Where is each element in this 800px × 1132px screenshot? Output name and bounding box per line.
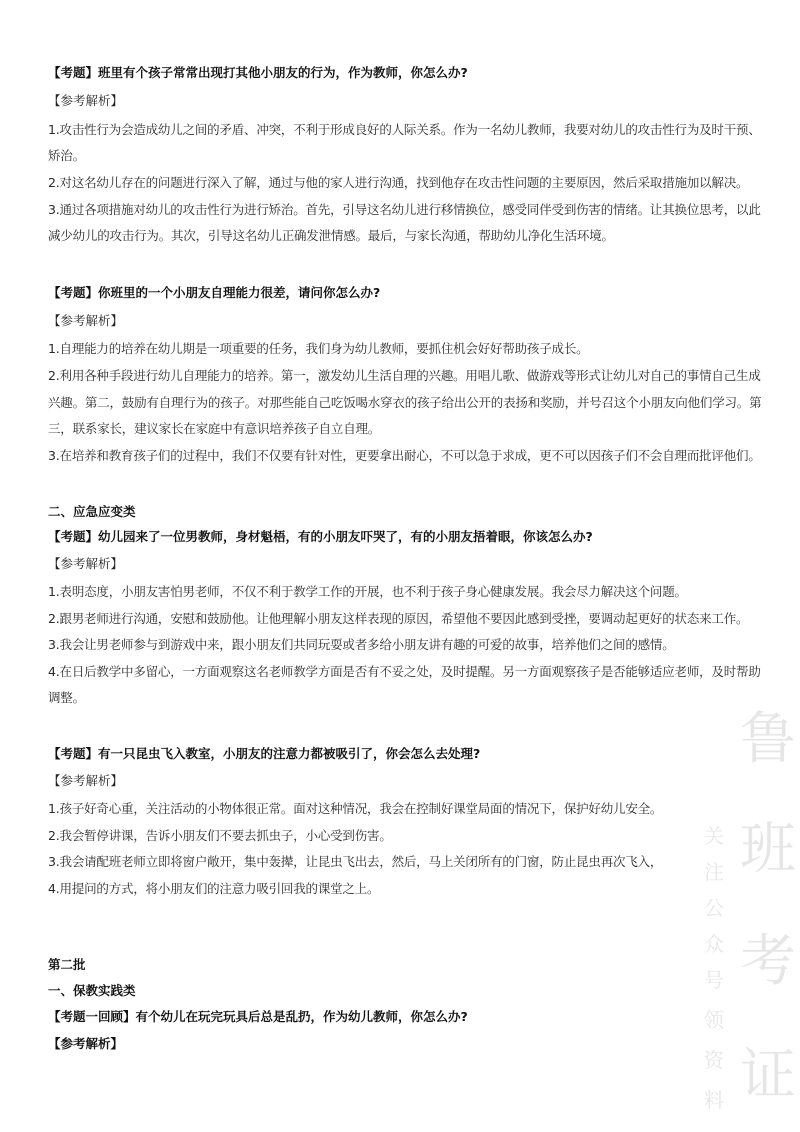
heading-practice: 一、保教实践类: [48, 983, 136, 998]
answer-4-line-1: 1.孩子好奇心重，关注活动的小物体很正常。面对这种情况，我会在控制好课堂局面的情况下，保护好幼儿安全。: [48, 801, 663, 816]
batch-title: 第二批: [48, 957, 86, 972]
answer-2-line-1: 1.自理能力的培养在幼儿期是一项重要的任务，我们身为幼儿教师，要抓住机会好好帮助孩子成长。: [48, 341, 589, 356]
answer-3-line-5: 调整。: [48, 690, 85, 705]
question-4: 【考题】有一只昆虫飞入教室，小朋友的注意力都被吸引了，你会怎么去处理?: [48, 746, 481, 761]
answer-1-line-3: 2.对这名幼儿存在的问题进行深入了解，通过与他的家人进行沟通，找到他存在攻击性问题的主要原因，然后采取措施加以解决。: [48, 175, 749, 190]
question-2: 【考题】你班里的一个小朋友自理能力很差，请问你怎么办?: [48, 285, 381, 300]
watermark-small-char: 公: [704, 896, 724, 920]
watermark-small-char: 众: [704, 932, 724, 956]
watermark-char: 证: [740, 1043, 796, 1108]
ref-label-4: 【参考解析】: [48, 773, 124, 788]
answer-1-line-5: 减少幼儿的攻击行为。其次，引导这名幼儿正确发泄情感。最后，与家长沟通，帮助幼儿净化生活环境。: [48, 228, 614, 243]
answer-2-line-3: 兴趣。第二，鼓励有自理行为的孩子。对那些能自己吃饭喝水穿衣的孩子给出公开的表扬和奖励，并号召这个小朋友向他们学习。第: [48, 395, 762, 410]
ref-label-3: 【参考解析】: [48, 556, 124, 571]
answer-4-line-3: 3.我会请配班老师立即将窗户敞开，集中轰撵，让昆虫飞出去，然后，马上关闭所有的门窗，防止昆虫再次飞入，: [48, 854, 663, 869]
answer-3-line-2: 2.跟男老师进行沟通，安慰和鼓励他。让他理解小朋友这样表现的原因，希望他不要因此感到受挫，要调动起更好的状态来工作。: [48, 611, 749, 626]
answer-3-line-1: 1.表明态度，小朋友害怕男老师，不仅不利于教学工作的开展，也不利于孩子身心健康发展。我会尽力解决这个问题。: [48, 584, 687, 599]
watermark-small-char: 号: [704, 968, 724, 992]
heading-emergency: 二、应急应变类: [48, 504, 136, 519]
answer-1-line-1: 1.攻击性行为会造成幼儿之间的矛盾、冲突，不利于形成良好的人际关系。作为一名幼儿教师，我要对幼儿的攻击性行为及时干预、: [48, 122, 761, 137]
watermark-char: 考: [740, 929, 796, 994]
question-3: 【考题】幼儿园来了一位男教师，身材魁梧，有的小朋友吓哭了，有的小朋友捂着眼，你该怎么办?: [48, 529, 593, 544]
watermark-small-char: 领: [704, 1008, 724, 1032]
answer-1-line-2: 矫治。: [48, 148, 85, 163]
watermark-small-char: 资: [704, 1048, 724, 1072]
answer-4-line-4: 4.用提问的方式，将小朋友们的注意力吸引回我的课堂之上。: [48, 881, 380, 896]
answer-2-line-2: 2.利用各种手段进行幼儿自理能力的培养。第一，激发幼儿生活自理的兴趣。用唱儿歌、做游戏等形式让幼儿对自己的事情自己生成: [48, 368, 761, 383]
ref-label-5: 【参考解析】: [48, 1036, 124, 1051]
watermark-small-char: 料: [704, 1088, 724, 1112]
answer-3-line-3: 3.我会让男老师参与到游戏中来，跟小朋友们共同玩耍或者多给小朋友讲有趣的可爱的故事，培养他们之间的感情。: [48, 637, 675, 652]
question-5: 【考题一回顾】有个幼儿在玩完玩具后总是乱扔，作为幼儿教师，你怎么办?: [48, 1009, 468, 1024]
watermark-small-char: 关: [704, 824, 724, 848]
answer-4-line-2: 2.我会暂停讲课，告诉小朋友们不要去抓虫子，小心受到伤害。: [48, 828, 392, 843]
watermark-small-char: 注: [704, 860, 724, 884]
answer-2-line-5: 3.在培养和教育孩子们的过程中，我们不仅要有针对性，更要拿出耐心，不可以急于求成，更不可以因孩子们不会自理而批评他们。: [48, 448, 761, 463]
answer-2-line-4: 三，联系家长，建议家长在家庭中有意识培养孩子自立自理。: [48, 421, 381, 436]
question-1: 【考题】班里有个孩子常常出现打其他小朋友的行为，作为教师，你怎么办?: [48, 65, 468, 80]
ref-label-2: 【参考解析】: [48, 313, 124, 328]
answer-3-line-4: 4.在日后教学中多留心，一方面观察这名老师教学方面是否有不妥之处，及时提醒。另一方面观察孩子是否能够适应老师，及时帮助: [48, 664, 761, 679]
watermark-char: 班: [740, 817, 796, 882]
watermark-char: 鲁: [740, 707, 796, 772]
ref-label-1: 【参考解析】: [48, 93, 124, 108]
answer-1-line-4: 3.通过各项措施对幼儿的攻击性行为进行矫治。首先，引导这名幼儿进行移情换位，感受同伴受到伤害的情绪。让其换位思考，以此: [48, 202, 761, 217]
